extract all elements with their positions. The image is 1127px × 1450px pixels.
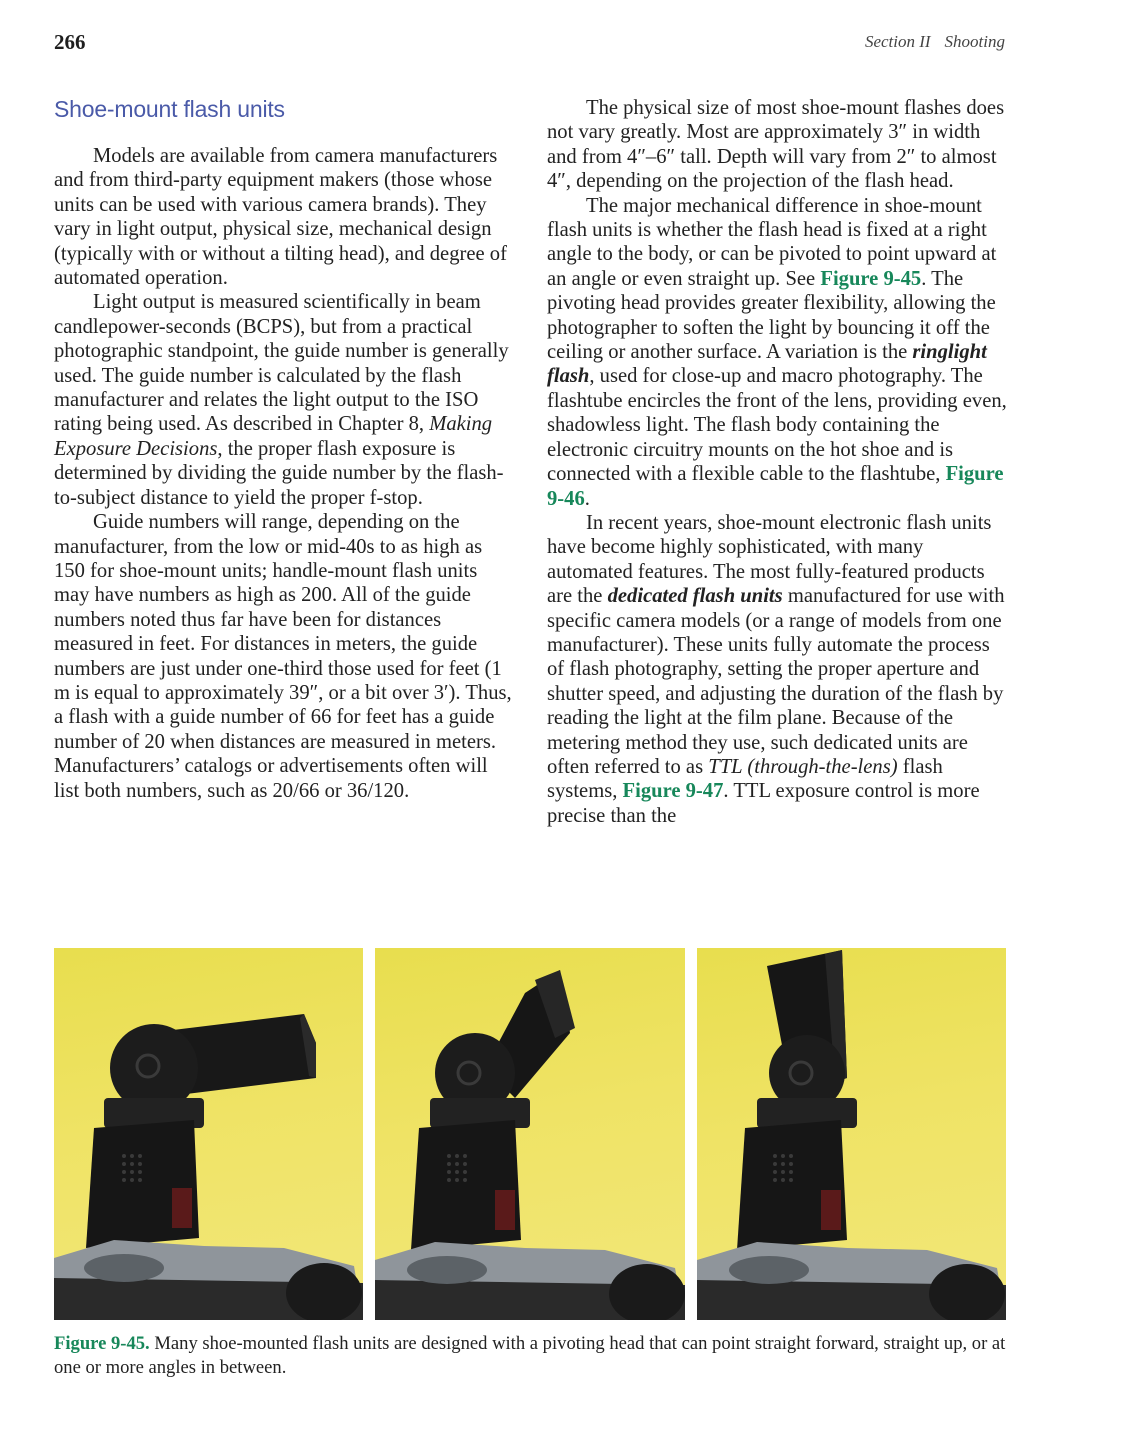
photo-flash-up [697,948,1006,1320]
section-heading: Shoe-mount flash units [54,96,285,122]
paragraph-text: . TTL exposure control is more precise than the [547,780,980,827]
figure-caption-text: Many shoe-mounted flash units are designed with a pivoting head that can point straight forward, straight up, or at one or more angles in between. [54,1333,1006,1378]
key-term: ringlight flash [547,341,987,388]
paragraph-text: . The pivoting head provides greater flexibility, allowing the photographer to soften the light by bouncing it off the ceiling or another surface. A variation is the [547,267,996,364]
paragraph-text: The physical size of most shoe-mount flashes does not vary greatly. Most are approximately 3″ in width and from 4″–6″ tall. Depth will vary from 2″ to almost 4″, depending on the projection of the flash head. [547,97,1005,193]
figure-link-9-45[interactable]: Figure 9-45 [820,267,922,290]
paragraph [54,290,516,510]
figure-photos [54,948,1006,1320]
paragraph [547,511,1009,828]
paragraph-text: Light output is measured scientifically in beam candlepower-seconds (BCPS), but from a practical photographic standpoint, the guide number is generally used. The guide number is calculated by the flash manufacturer and relates the light output to the ISO rating being used. As described in Chapter 8, [54,291,509,436]
flash-forward-illustration [54,948,363,1320]
right-column [547,96,1009,828]
figure-link-9-46[interactable]: Figure 9-46 [547,463,1004,510]
paragraph-text: In recent years, shoe-mount electronic flash units have become highly sophisticated, with many automated features. The most fully-featured products are the [547,511,992,608]
paragraph [547,96,1009,194]
running-head [865,32,1005,52]
paragraph-text: flash systems, [547,755,943,803]
figure-caption [54,1332,1014,1379]
paragraph [54,510,516,803]
left-column [54,92,516,803]
paragraph-text: Guide numbers will range, depending on the manufacturer, from the low or mid-40s to as high as 150 for shoe-mount units; handle-mount flash units may have numbers as high as 200. All of the guide numbers noted thus far have been for distances measured in feet. For distances in meters, the guide numbers are just under one-third those used for feet (1 m is equal to approximately 39″, or a bit over 3′). Thus, a flash with a guide number of 66 for feet has a guide number of 20 when distances are measured in meters. Manufacturers’ catalogs or advertisements often will list both numbers, such as 20/66 or 36/120. [54,511,512,802]
paragraph-text: , used for close-up and macro photography. The flashtube encircles the front of the lens, providing even, shadowless light. The flash body containing the electronic circuitry mounts on the hot shoe and is connected with a flexible cable to the flashtube, [547,365,1007,486]
paragraph-text: The major mechanical difference in shoe-mount flash units is whether the flash head is fixed at a right angle to the body, or can be pivoted to point upward at an angle or even straight up. See [547,194,997,290]
flash-up-illustration [697,948,1006,1320]
photo-flash-angled [375,948,685,1320]
key-term: dedicated flash units [607,585,783,608]
paragraph [547,194,1009,511]
flash-angled-illustration [375,948,685,1320]
paragraph-text: , the proper flash exposure is determined by dividing the guide number by the flash-to-subject distance to yield the proper f-stop. [54,437,504,509]
photo-flash-forward [54,948,363,1320]
page-number: 266 [54,30,86,54]
paragraph-text: manufactured for use with specific camera models (or a range of models from one manufacturer). These units fully automate the process of flash photography, setting the proper aperture and shutter speed, and adjusting the duration of the flash by reading the light at the film plane. Because of the metering method they use, such dedicated units are often referred to as [547,585,1005,778]
figure-label: Figure 9-45. [54,1333,150,1354]
chapter-reference: Making Exposure Decisions [54,413,493,460]
figure-link-9-47[interactable]: Figure 9-47 [622,780,724,803]
paragraph-text: . [584,487,590,510]
running-head-section: Section II [864,32,931,51]
paragraph-text: Models are available from camera manufacturers and from third-party equipment makers (those whose units can be used with various camera brands). They vary in light output, physical size, mechanical design (typically with or without a tilting head), and degree of automated operation. [54,145,507,290]
paragraph [54,144,516,290]
italic-term: TTL (through-the-lens) [708,755,898,778]
running-head-chapter: Shooting [944,32,1005,51]
